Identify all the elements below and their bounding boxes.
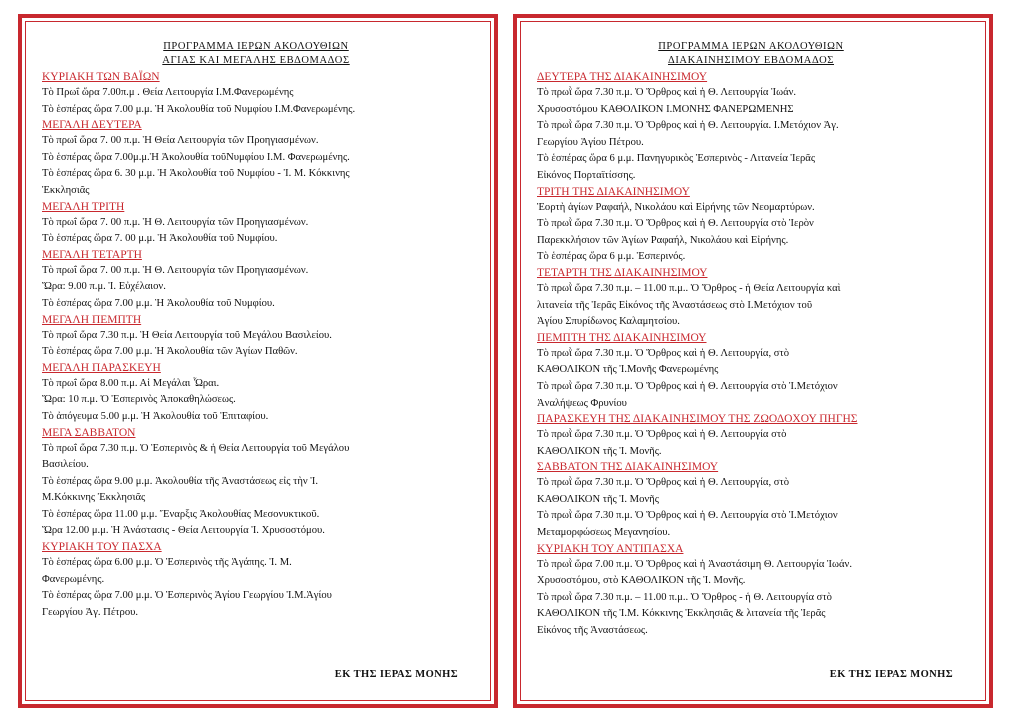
- schedule-line: Τὸ ἑσπέρας ὥρα 6 μ.μ. Πανηγυρικὸς Ἑσπερινὸς - Λιτανεία Ἱερᾶς: [537, 153, 816, 165]
- section-heading: ΜΕΓΑΛΗ ΠΑΡΑΣΚΕΥΗ: [42, 361, 161, 374]
- left-title-line2: ΑΓΙΑΣ ΚΑΙ ΜΕΓΑΛΗΣ ΕΒΔΟΜΑΔΟΣ: [162, 55, 350, 66]
- schedule-line: Τὸ πρωῒ ὥρα 7.30 π.μ. Ὁ Ὄρθρος καὶ ἡ Θ. Λειτουργία, στὸ: [537, 347, 790, 359]
- schedule-line: Τὸ πρωῒ ὥρα 7.30 π.μ. Ὁ Ὄρθρος καὶ ἡ Θ. Λειτουργία στὸ Ἰ.Μετόχιον: [537, 510, 838, 522]
- schedule-line: Μ.Κόκκινης Ἐκκλησιᾶς: [42, 492, 146, 504]
- schedule-line: Τὸ ἑσπέρας ὥρα 7.00 μ.μ. Ἡ Ἀκολουθία τῶν Ἁγίων Παθῶν.: [42, 346, 298, 358]
- schedule-line: Τὸ ἀπόγευμα 5.00 μ.μ. Ἡ Ἀκολουθία τοῦ Ἐπιταφίου.: [42, 410, 269, 422]
- schedule-line: Τὸ ἑσπέρας ὥρα 9.00 μ.μ. Ἀκολουθία τῆς Ἀναστάσεως εἰς τὴν Ἰ.: [42, 475, 318, 487]
- schedule-line: Τὸ πρωΐ ὥρα 7. 00 π.μ. Ἡ Θ. Λειτουργία τῶν Προηγιασμένων.: [42, 264, 309, 276]
- schedule-line: Τὸ πρωῒ ὥρα 7.30 π.μ. Ὁ Ὄρθρος καὶ ἡ Θ. Λειτουργία στὸ: [537, 429, 787, 441]
- schedule-line: Τὸ ἑσπέρας ὥρα 11.00 μ.μ. Ἔναρξις Ἀκολουθίας Μεσονυκτικοῦ.: [42, 508, 320, 520]
- section-heading: ΜΕΓΑΛΗ ΤΡΙΤΗ: [42, 200, 125, 213]
- schedule-line: Τὸ ἑσπέρας ὥρα 7. 00 μ.μ. Ἡ Ἀκολουθία τοῦ Νυμφίου.: [42, 233, 278, 245]
- section-heading: ΔΕΥΤΕΡΑ ΤΗΣ ΔΙΑΚΑΙΝΗΣΙΜΟΥ: [537, 71, 708, 83]
- left-footer: ΕΚ ΤΗΣ ΙΕΡΑΣ ΜΟΝΗΣ: [334, 669, 458, 680]
- schedule-line: Εἰκόνος τῆς Ἀναστάσεως.: [537, 625, 648, 637]
- left-page: [18, 14, 498, 708]
- schedule-line: Χρυσοστόμου ΚΑΘΟΛΙΚΟΝ Ι.ΜΟΝΗΣ ΦΑΝΕΡΩΜΕΝΗΣ: [537, 103, 794, 115]
- schedule-line: Ὥρα: 10 π.μ. Ὁ Ἑσπερινὸς Ἀποκαθηλώσεως.: [42, 394, 236, 406]
- schedule-line: Τὸ ἑσπέρας ὥρα 6 μ.μ. Ἑσπερινός.: [537, 251, 686, 263]
- right-page-content: [537, 40, 965, 640]
- right-page: [513, 14, 993, 708]
- section-heading: ΠΑΡΑΣΚΕΥΗ ΤΗΣ ΔΙΑΚΑΙΝΗΣΙΜΟΥ ΤΗΣ ΖΩΟΔΟΧΟΥ ΠΗΓΗΣ: [537, 413, 858, 426]
- schedule-line: Παρεκκλήσιον τῶν Ἁγίων Ραφαήλ, Νικολάου καὶ Εἰρήνης.: [537, 234, 789, 246]
- schedule-line: Τὸ πρωῒ ὥρα 7.30 π.μ. Ὁ Ὄρθρος καὶ ἡ Θ. Λειτουργία Ἰωάν.: [537, 87, 797, 98]
- schedule-line: Τὸ πρωῒ ὥρα 7.30 π.μ. – 11.00 π.μ.. Ὁ Ὄρθρος - ἡ Θ. Λειτουργία στὸ: [537, 591, 832, 603]
- schedule-line: Ἁγίου Σπυρίδωνος Καλαμητσίου.: [537, 316, 680, 328]
- schedule-line: Τὸ ἑσπέρας ὥρα 7.00μ.μ.Ἡ Ἀκολουθία τοῦΝυμφίου Ι.Μ. Φανερωμένης.: [42, 151, 350, 163]
- schedule-line: Τὸ πρωῒ ὥρα 7.30 π.μ. Ὁ Ὄρθρος καὶ ἡ Θ. Λειτουργία, στὸ: [537, 477, 790, 489]
- schedule-line: Φανερωμένης.: [42, 573, 105, 585]
- section-heading: ΤΡΙΤΗ ΤΗΣ ΔΙΑΚΑΙΝΗΣΙΜΟΥ: [537, 185, 690, 198]
- schedule-line: Ἀναλήψεως Φρυνίου: [537, 397, 627, 409]
- section-heading: ΜΕΓΑΛΗ ΠΕΜΠΤΗ: [42, 313, 142, 326]
- section-heading: ΣΑΒΒΑΤΟΝ ΤΗΣ ΔΙΑΚΑΙΝΗΣΙΜΟΥ: [537, 461, 719, 474]
- schedule-line: Τὸ ἑσπέρας ὥρα 7.00 μ.μ. Ἡ Ἀκολουθία τοῦ Νυμφίου.: [42, 297, 275, 309]
- schedule-line: Τὸ πρωΐ ὥρα 7. 00 π.μ. Ἡ Θεία Λειτουργία τῶν Προηγιασμένων.: [42, 135, 319, 147]
- schedule-line: Τὸ ἑσπέρας ὥρα 6. 30 μ.μ. Ἡ Ἀκολουθία τοῦ Νυμφίου - Ἰ. Μ. Κόκκινης: [42, 168, 350, 180]
- schedule-line: Τὸ πρωΐ ὥρα 7. 00 π.μ. Ἡ Θ. Λειτουργία τῶν Προηγιασμένων.: [42, 216, 309, 228]
- schedule-line: Τὸ πρωΐ ὥρα 7.30 π.μ. Ἡ Θεία Λειτουργία τοῦ Μεγάλου Βασιλείου.: [42, 329, 332, 341]
- schedule-line: Τὸ ἑσπέρας ὥρα 7.00 μ.μ. Ὁ Ἑσπερινὸς Ἁγίου Γεωργίου Ἰ.Μ.Ἁγίου: [42, 590, 332, 602]
- left-title-line1: ΠΡΟΓΡΑΜΜΑ ΙΕΡΩΝ ΑΚΟΛΟΥΘΙΩΝ: [163, 41, 349, 52]
- section-heading: ΜΕΓΑ ΣΑΒΒΑΤΟΝ: [42, 426, 136, 439]
- section-heading: ΚΥΡΙΑΚΗ ΤΟΥ ΑΝΤΙΠΑΣΧΑ: [537, 542, 684, 555]
- left-sections: [42, 70, 470, 621]
- schedule-line: Γεωργίου Ἁγίου Πέτρου.: [537, 136, 644, 148]
- schedule-line: ΚΑΘΟΛΙΚΟΝ τῆς Ἰ.Μ. Κόκκινης Ἐκκλησιᾶς & λιτανεία τῆς Ἱερᾶς: [537, 608, 826, 620]
- schedule-line: λιτανεία τῆς Ἱερᾶς Εἰκόνος τῆς Ἀναστάσεως στὸ Ι.Μετόχιον τοῦ: [537, 299, 813, 311]
- schedule-line: Ὥρα 12.00 μ.μ. Ἡ Ἀνάστασις - Θεία Λειτουργία Ἰ. Χρυσοστόμου.: [42, 525, 325, 537]
- schedule-line: Χρυσοστόμου, στὸ ΚΑΘΟΛΙΚΟΝ τῆς Ἰ. Μονῆς.: [537, 575, 746, 587]
- schedule-line: Τὸ ἑσπέρας ὥρα 6.00 μ.μ. Ὁ Ἑσπερινὸς τῆς Ἀγάπης. Ἰ. Μ.: [42, 557, 292, 569]
- schedule-line: Τὸ πρωῒ ὥρα 7.00 π.μ. Ὁ Ὄρθρος καὶ ἡ Ἀναστάσιμη Θ. Λειτουργία Ἰωάν.: [537, 558, 852, 570]
- schedule-line: Τὸ πρωΐ ὥρα 8.00 π.μ. Αἱ Μεγάλαι Ὧραι.: [42, 377, 220, 389]
- schedule-line: Ἐκκλησιᾶς: [42, 184, 90, 196]
- right-sections: [537, 70, 965, 640]
- section-heading: ΚΥΡΙΑΚΗ ΤΩΝ ΒΑΪΩΝ: [42, 71, 160, 83]
- schedule-line: Ὥρα: 9.00 π.μ. Ἰ. Εὐχέλαιον.: [42, 281, 166, 293]
- right-footer: ΕΚ ΤΗΣ ΙΕΡΑΣ ΜΟΝΗΣ: [829, 669, 953, 680]
- schedule-line: Βασιλείου.: [42, 459, 89, 471]
- schedule-line: Ἑορτὴ ἁγίων Ραφαήλ, Νικολάου καὶ Εἰρήνης τῶν Νεομαρτύρων.: [537, 201, 815, 213]
- section-heading: ΜΕΓΑΛΗ ΔΕΥΤΕΡΑ: [42, 119, 142, 132]
- schedule-line: Τὸ πρωΐ ὥρα 7.30 π.μ. Ὁ Ἑσπερινὸς & ἡ Θεία Λειτουργία τοῦ Μεγάλου: [42, 442, 350, 454]
- schedule-line: Τὸ πρωῒ ὥρα 7.30 π.μ. Ὁ Ὄρθρος καὶ ἡ Θ. Λειτουργία. Ι.Μετόχιον Ἁγ.: [537, 120, 839, 132]
- schedule-line: ΚΑΘΟΛΙΚΟΝ τῆς Ἰ.Μονῆς Φανερωμένης: [537, 364, 719, 376]
- schedule-line: Γεωργίου Ἀγ. Πέτρου.: [42, 606, 139, 618]
- schedule-line: ΚΑΘΟΛΙΚΟΝ τῆς Ἰ. Μονῆς.: [537, 445, 662, 457]
- schedule-line: Τὸ πρωῒ ὥρα 7.30 π.μ. Ὁ Ὄρθρος καὶ ἡ Θ. Λειτουργία στὸ Ἱερὸν: [537, 218, 814, 230]
- left-page-content: [42, 40, 470, 621]
- section-heading: ΠΕΜΠΤΗ ΤΗΣ ΔΙΑΚΑΙΝΗΣΙΜΟΥ: [537, 331, 707, 344]
- schedule-line: Τὸ πρωῒ ὥρα 7.30 π.μ. Ὁ Ὄρθρος καὶ ἡ Θ. Λειτουργία στὸ Ἰ.Μετόχιον: [537, 380, 838, 392]
- schedule-line: Τὸ Πρωΐ ὥρα 7.00π.μ . Θεία Λειτουργία Ι.Μ.Φανερωμένης: [42, 87, 294, 98]
- right-title-line2: ΔΙΑΚΑΙΝΗΣΙΜΟΥ ΕΒΔΟΜΑΔΟΣ: [667, 55, 835, 66]
- schedule-line: Τὸ πρωῒ ὥρα 7.30 π.μ. – 11.00 π.μ.. Ὁ Ὄρθρος - ἡ Θεία Λειτουργία καὶ: [537, 282, 841, 294]
- schedule-line: Εἰκόνος Πορταϊτίσσης.: [537, 169, 636, 181]
- section-heading: ΜΕΓΑΛΗ ΤΕΤΑΡΤΗ: [42, 248, 142, 261]
- schedule-line: ΚΑΘΟΛΙΚΟΝ τῆς Ἰ. Μονῆς: [537, 493, 659, 505]
- right-title-line1: ΠΡΟΓΡΑΜΜΑ ΙΕΡΩΝ ΑΚΟΛΟΥΘΙΩΝ: [658, 41, 844, 52]
- section-heading: ΚΥΡΙΑΚΗ ΤΟΥ ΠΑΣΧΑ: [42, 541, 162, 554]
- schedule-line: Μεταμορφώσεως Μεγανησίου.: [537, 527, 671, 539]
- schedule-line: Τὸ ἑσπέρας ὥρα 7.00 μ.μ. Ἡ Ἀκολουθία τοῦ Νυμφίου Ι.Μ.Φανερωμένης.: [42, 103, 356, 115]
- section-heading: ΤΕΤΑΡΤΗ ΤΗΣ ΔΙΑΚΑΙΝΗΣΙΜΟΥ: [537, 266, 708, 279]
